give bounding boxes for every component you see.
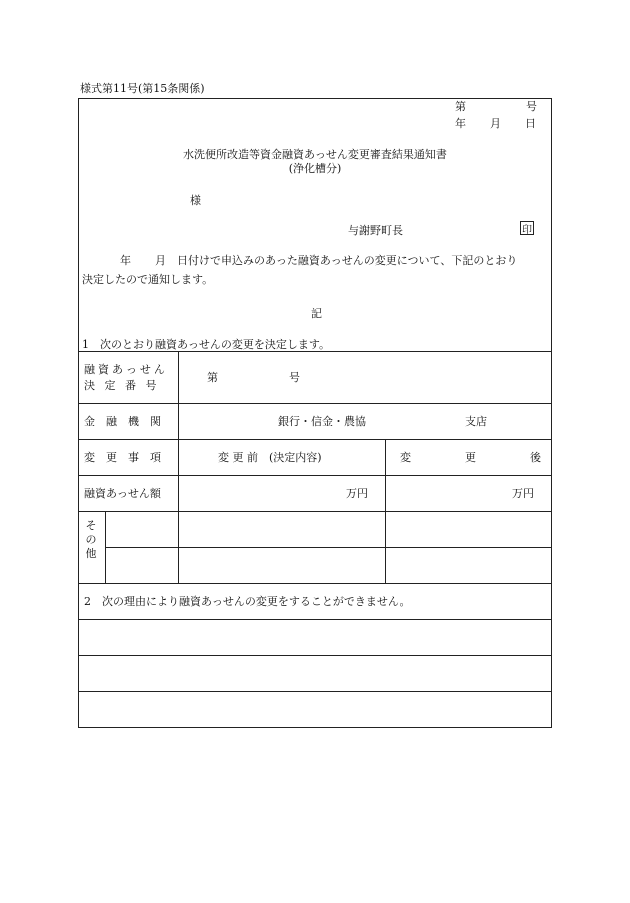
body-month: 月	[155, 254, 166, 267]
number-suffix: 号	[526, 100, 537, 113]
row-line	[78, 511, 552, 512]
number-prefix: 第	[455, 100, 466, 113]
ki-mark: 記	[311, 307, 322, 320]
date-year: 年	[455, 117, 466, 130]
date-day: 日	[525, 117, 536, 130]
form-frame	[78, 98, 552, 728]
decision-label-1: 融資あっせん	[84, 363, 168, 376]
row-line	[78, 619, 552, 620]
change-after-header-2: 更	[465, 451, 476, 464]
section-1-heading: 1 次のとおり融資あっせんの変更を決定します。	[82, 338, 331, 351]
other-inner-line	[105, 511, 106, 583]
document-title: 水洗便所改造等資金融資あっせん変更審査結果通知書	[183, 148, 447, 161]
row-line	[78, 475, 552, 476]
change-before-header: 変 更 前 (決定内容)	[218, 451, 322, 464]
decision-no-prefix: 第	[207, 371, 218, 384]
other-mid-line	[105, 547, 552, 548]
body-year: 年	[120, 254, 131, 267]
section-2-heading: 2 次の理由により融資あっせんの変更をすることができません。	[84, 595, 411, 608]
row-line	[78, 583, 552, 584]
decision-no-suffix: 号	[289, 371, 300, 384]
change-label: 変 更 事 項	[84, 451, 161, 464]
body-line-2: 決定したので通知します。	[82, 273, 214, 286]
change-split-line	[385, 439, 386, 583]
table-top-line	[78, 351, 552, 352]
amount-after-unit: 万円	[512, 487, 534, 500]
bank-branch: 支店	[465, 415, 487, 428]
row-line	[78, 655, 552, 656]
body-line-1: 日付けで申込みのあった融資あっせんの変更について、下記のとおり	[177, 254, 518, 267]
change-after-header-1: 変	[400, 451, 411, 464]
row-line	[78, 439, 552, 440]
label-column-line	[178, 351, 179, 583]
seal-mark: 印	[520, 221, 534, 235]
date-month: 月	[490, 117, 501, 130]
bank-label: 金 融 機 関	[84, 415, 161, 428]
form-label: 様式第11号(第15条関係)	[80, 82, 205, 95]
bank-types: 銀行・信金・農協	[278, 415, 366, 428]
other-label: そ の 他	[85, 519, 97, 560]
addressee-suffix: 様	[190, 194, 201, 207]
issuer: 与謝野町長	[348, 224, 403, 237]
row-line	[78, 691, 552, 692]
amount-before-unit: 万円	[346, 487, 368, 500]
decision-label-2: 決 定 番 号	[84, 379, 160, 392]
change-after-header-3: 後	[530, 451, 541, 464]
row-line	[78, 403, 552, 404]
document-subtitle: (浄化槽分)	[288, 162, 342, 175]
amount-label: 融資あっせん額	[84, 487, 161, 500]
